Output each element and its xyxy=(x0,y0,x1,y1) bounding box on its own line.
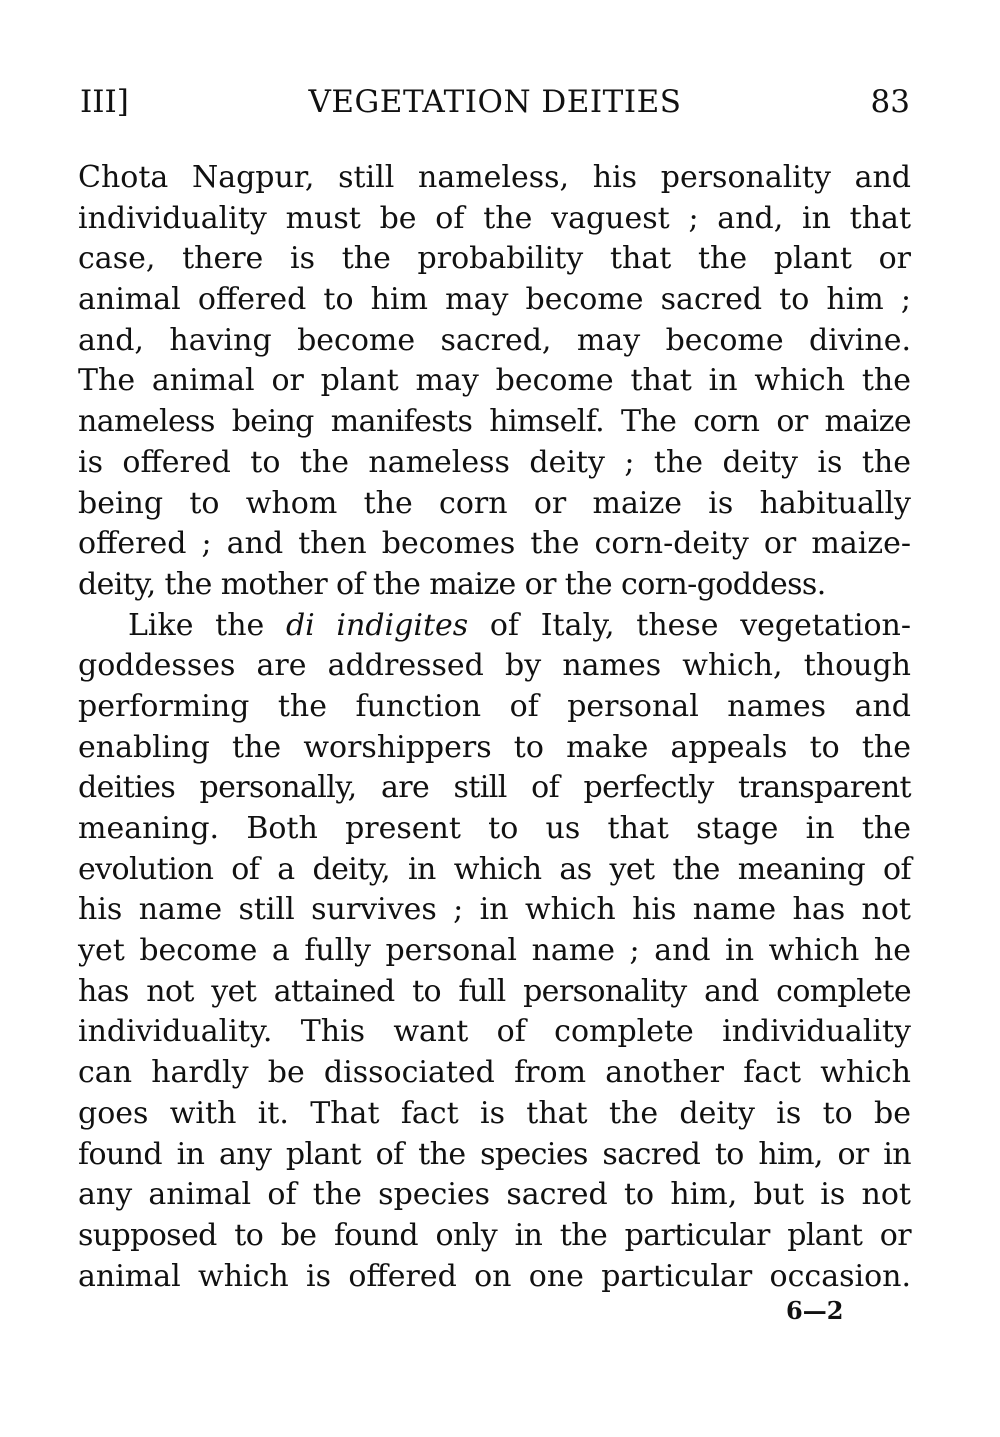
text-segment: of Italy, these vegetation- xyxy=(468,607,911,643)
text-line: being to whom the corn or maize is habitually xyxy=(78,485,911,521)
paragraph-start-line xyxy=(78,606,911,647)
text-line: individuality. This want of complete individuality xyxy=(78,1014,911,1050)
text-line: deity, the mother of the maize or the corn-goddess. xyxy=(78,566,826,602)
text-line: evolution of a deity, in which as yet the meaning of xyxy=(78,851,911,887)
text-line: goes with it. That fact is that the deity is to be xyxy=(78,1095,911,1131)
running-header xyxy=(80,84,910,124)
text-line: The animal or plant may become that in which the xyxy=(78,363,911,399)
text-line: supposed to be found only in the particular plant or xyxy=(78,1217,911,1253)
text-line: can hardly be dissociated from another fact which xyxy=(78,1055,911,1091)
text-line: goddesses are addressed by names which, though xyxy=(78,648,911,684)
text-line: has not yet attained to full personality and complete xyxy=(78,973,911,1009)
text-line: and, having become sacred, may become divine. xyxy=(78,322,911,358)
text-line: enabling the worshippers to make appeals to the xyxy=(78,729,911,765)
text-line: case, there is the probability that the plant or xyxy=(78,241,911,277)
text-line: found in any plant of the species sacred to him, or in xyxy=(78,1136,911,1172)
page-number: 83 xyxy=(870,84,910,120)
text-line: animal which is offered on one particular occasion. xyxy=(78,1258,911,1294)
signature-mark: 6—2 xyxy=(786,1296,844,1325)
text-line: individuality must be of the vaguest ; and, in that xyxy=(78,200,911,236)
text-line: any animal of the species sacred to him, but is not xyxy=(78,1177,911,1213)
text-line: his name still survives ; in which his name has not xyxy=(78,892,911,928)
text-line: animal offered to him may become sacred to him ; xyxy=(78,282,911,318)
text-segment: Like the xyxy=(128,607,286,643)
text-line: performing the function of personal names and xyxy=(78,688,911,724)
text-line: nameless being manifests himself. The corn or maize xyxy=(78,404,911,440)
text-line: Chota Nagpur, still nameless, his personality and xyxy=(78,160,911,195)
text-line: meaning. Both present to us that stage in the xyxy=(78,811,911,846)
text-line: offered ; and then becomes the corn-deity or maize- xyxy=(78,526,911,562)
text-line: yet become a fully personal name ; and in which he xyxy=(78,933,911,969)
text-line: is offered to the nameless deity ; the deity is the xyxy=(78,444,911,480)
text-line: deities personally, are still of perfectly transparent xyxy=(78,770,911,806)
chapter-number: III] xyxy=(80,84,129,120)
body-text xyxy=(78,158,911,1297)
running-title: VEGETATION DEITIES xyxy=(308,84,682,120)
italic-term: di indigites xyxy=(285,607,469,643)
